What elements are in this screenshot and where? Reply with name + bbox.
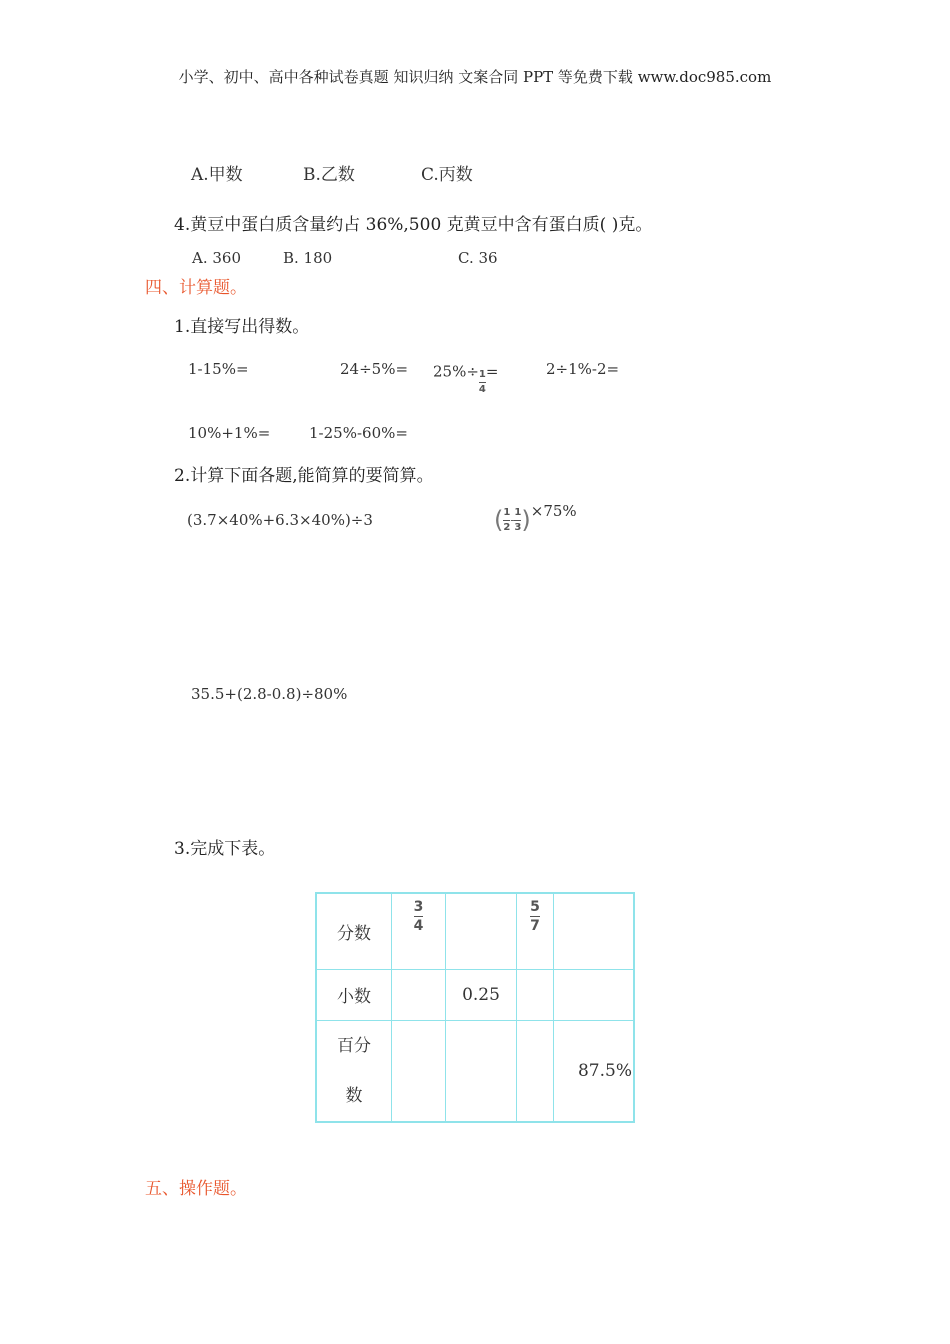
table-cell-empty[interactable] bbox=[554, 893, 635, 969]
simplify-2-suffix: ×75% bbox=[530, 502, 577, 520]
page-header: 小学、初中、高中各种试卷真题 知识归纳 文案合同 PPT 等免费下载 www.doc985.com bbox=[178, 68, 772, 86]
table-cell-empty[interactable] bbox=[446, 1020, 517, 1122]
part-1-title: 1.直接写出得数。 bbox=[174, 317, 310, 337]
section-4-title: 四、计算题。 bbox=[145, 278, 247, 298]
q4-option-b: B. 180 bbox=[283, 249, 333, 267]
fraction-denominator: 7 bbox=[530, 918, 540, 934]
calc-1: 1-15%= bbox=[188, 360, 249, 378]
cell-fraction-3-4 bbox=[392, 893, 446, 969]
row-label-fraction: 分数 bbox=[316, 893, 392, 969]
option-b: B.乙数 bbox=[303, 165, 355, 185]
calc-3-prefix: 25%÷ bbox=[433, 362, 479, 381]
calc-3-fraction bbox=[479, 370, 486, 395]
table-cell-empty[interactable] bbox=[517, 1020, 554, 1122]
table-cell-empty[interactable] bbox=[517, 969, 554, 1020]
cell-decimal-value: 0.25 bbox=[446, 969, 517, 1020]
part-2-title: 2.计算下面各题,能简算的要简算。 bbox=[174, 466, 434, 486]
option-a: A.甲数 bbox=[191, 165, 243, 185]
cell-percent-value: 87.5% bbox=[554, 1020, 635, 1122]
table-row bbox=[316, 969, 634, 1020]
row-label-percent bbox=[316, 1020, 392, 1122]
q4-option-a: A. 360 bbox=[192, 249, 241, 267]
calc-5: 10%+1%= bbox=[188, 424, 271, 442]
cell-fraction-5-7 bbox=[517, 893, 554, 969]
calc-3 bbox=[433, 360, 499, 395]
calc-2: 24÷5%= bbox=[340, 360, 409, 378]
table-cell-empty[interactable] bbox=[446, 893, 517, 969]
simplify-3: 35.5+(2.8-0.8)÷80% bbox=[191, 685, 348, 703]
fraction-denominator: 3 bbox=[514, 521, 522, 533]
option-c: C.丙数 bbox=[421, 165, 473, 185]
minus-sign: - bbox=[510, 513, 515, 527]
section-5-title: 五、操作题。 bbox=[145, 1179, 247, 1199]
fraction-numerator: 3 bbox=[413, 899, 424, 915]
conversion-table bbox=[315, 892, 635, 1123]
calc-4: 2÷1%-2= bbox=[546, 360, 620, 378]
table-cell-empty[interactable] bbox=[554, 969, 635, 1020]
fraction-three-quarters bbox=[414, 900, 424, 933]
fraction-denominator: 2 bbox=[503, 521, 511, 533]
fraction-numerator: 5 bbox=[530, 899, 540, 915]
label-line-2: 数 bbox=[345, 1085, 363, 1106]
part-3-title: 3.完成下表。 bbox=[174, 839, 276, 859]
table-cell-empty[interactable] bbox=[392, 969, 446, 1020]
table-row bbox=[316, 893, 634, 969]
fraction-denominator: 4 bbox=[478, 384, 486, 395]
question-4-stem: 4.黄豆中蛋白质含量约占 36%,500 克黄豆中含有蛋白质( )克。 bbox=[174, 215, 653, 235]
fraction-numerator: 1 bbox=[478, 369, 486, 380]
fraction-five-sevenths bbox=[530, 900, 540, 933]
fraction-numerator: 1 bbox=[503, 506, 511, 518]
simplify-2 bbox=[494, 502, 577, 534]
table-cell-empty[interactable] bbox=[392, 1020, 446, 1122]
left-paren: ( bbox=[494, 506, 504, 534]
right-paren: ) bbox=[521, 506, 531, 534]
q4-option-c: C. 36 bbox=[458, 249, 498, 267]
fraction-denominator: 4 bbox=[413, 918, 424, 934]
table-row bbox=[316, 1020, 634, 1122]
fraction-numerator: 1 bbox=[514, 506, 522, 518]
label-line-1: 百分 bbox=[337, 1035, 371, 1056]
calc-3-suffix: = bbox=[485, 362, 499, 381]
row-label-decimal: 小数 bbox=[316, 969, 392, 1020]
calc-6: 1-25%-60%= bbox=[309, 424, 408, 442]
simplify-1: (3.7×40%+6.3×40%)÷3 bbox=[187, 511, 373, 529]
